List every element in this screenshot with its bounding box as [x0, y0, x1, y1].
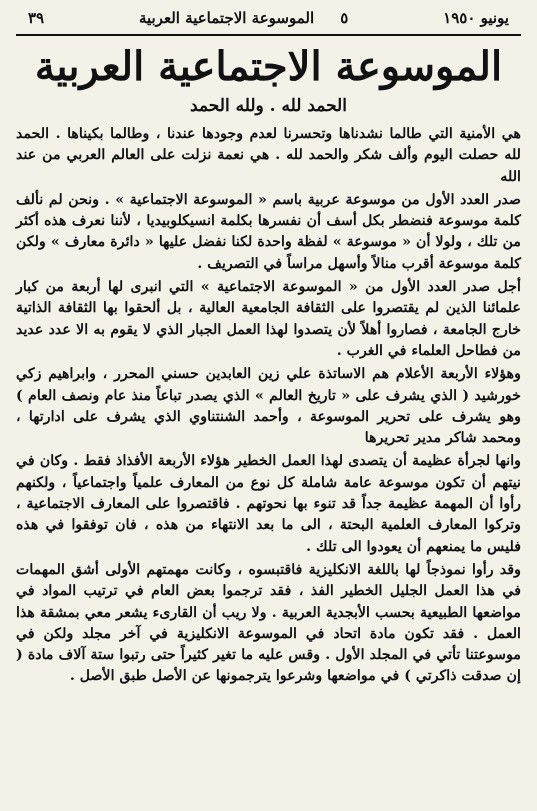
article-body: [10, 124, 527, 688]
paragraph: وقد رأوا نموذجاً لها باللغة الانكليزية فاقتبسوه ، وكانت مهمتهم الأولى أشق المهمات في هذا العمل الجليل الخطير الفذ ، فقد ترجموا بعض العام في ترتيب المواد في مواضعها الطبيعية بحسب الأبجدية العربية . ولا ريب أن القارىء يشعر معي بمشقة هذا العمل . فقد تكون مادة اتحاد في الموسوعة الانكليزية في آخر مجلد ولكن في موسوعتنا تأتي في المجلد الأول . وقس عليه ما تغير كثيراً حتى رتبوا ستة آلاف مادة ( إن صدقت ذاكرتي ) في مواضعها وشرعوا يترجمونها عن الأصل طبق الأصل .: [16, 561, 521, 685]
page-number: ٣٩: [28, 9, 45, 27]
paragraph: وهؤلاء الأربعة الأعلام هم الاساتذة علي زين العابدين حسني المحرر ، وابراهيم زكي خورشيد ( الذي يشرف على « تاريخ العالم » الذي يصدر تباعاً منذ عام ونصف العام ) وهو يشرف على تحرير الموسوعة ، وأحمد الشنتناوي الذي يشرف على ادارتها ، ومحمد شاكر مدير تحريرها: [16, 366, 521, 447]
paragraph: أجل صدر العدد الأول من « الموسوعة الاجتماعية » التي انبرى لها أربعة من كبار علمائنا الذين لم يقتصروا على الثقافة الجامعية العالية ، بل ألحقوا بها الثقافة الذاتية خارج الجامعة ، فصاروا أهلاً لأن يتصدوا لهذا العمل الجبار الذي لا يقوم به الا عدد عديد من فطاحل العلماء في الغرب .: [16, 279, 521, 359]
article-title: الموسوعة الاجتماعية العربية: [34, 43, 503, 90]
article-subtitle: الحمد لله . ولله الحمد: [190, 96, 347, 116]
paragraph: هي الأمنية التي طالما نشدناها وتحسرنا لعدم وجودها عندنا ، وطالما بكيناها . الحمد لله حصلت اليوم وألف شكر والحمد لله . هي نعمة نزلت على العالم العربي من عند الله: [16, 126, 521, 185]
header-rule: [16, 34, 521, 36]
issue-date: يونيو ١٩٥٠: [443, 9, 509, 27]
paragraph: وانها لجرأة عظيمة أن يتصدى لهذا العمل الخطير هؤلاء الأربعة الأفذاذ فقط . وكان في نيتهم أن تكون موسوعة عامة شاملة كل نوع من المعارف علمياً واجتماعياً ، ولكنهم رأوا أن المهمة عظيمة جداً قد تنوء بها نحوتهم . فاقتصروا على المعارف الاجتماعية ، وتركوا المعارف العلمية البحتة ، الى ما بعد الانتهاء من هذه ، فان توفقوا في هذه فليس ما يمنعهم أن يعودوا الى تلك .: [16, 453, 521, 555]
paragraph: صدر العدد الأول من موسوعة عربية باسم « الموسوعة الاجتماعية » . ونحن لم نألف كلمة موسوعة فنضطر بكل أسف أن نفسرها بكلمة انسيكلوبيديا ، لأننا نعرف هذه أكثر من تلك ، ولولا أن « موسوعة » لفظة واحدة لكنا نفضل عليها « دائرة معارف » ولكن كلمة موسوعة أقرب منالاً وأسهل مراساً في التصريف .: [16, 191, 521, 272]
issue-number: ٥: [340, 9, 349, 27]
header-journal: [44, 9, 443, 27]
running-header: [10, 6, 527, 30]
journal-title: الموسوعة الاجتماعية العربية: [138, 9, 315, 27]
